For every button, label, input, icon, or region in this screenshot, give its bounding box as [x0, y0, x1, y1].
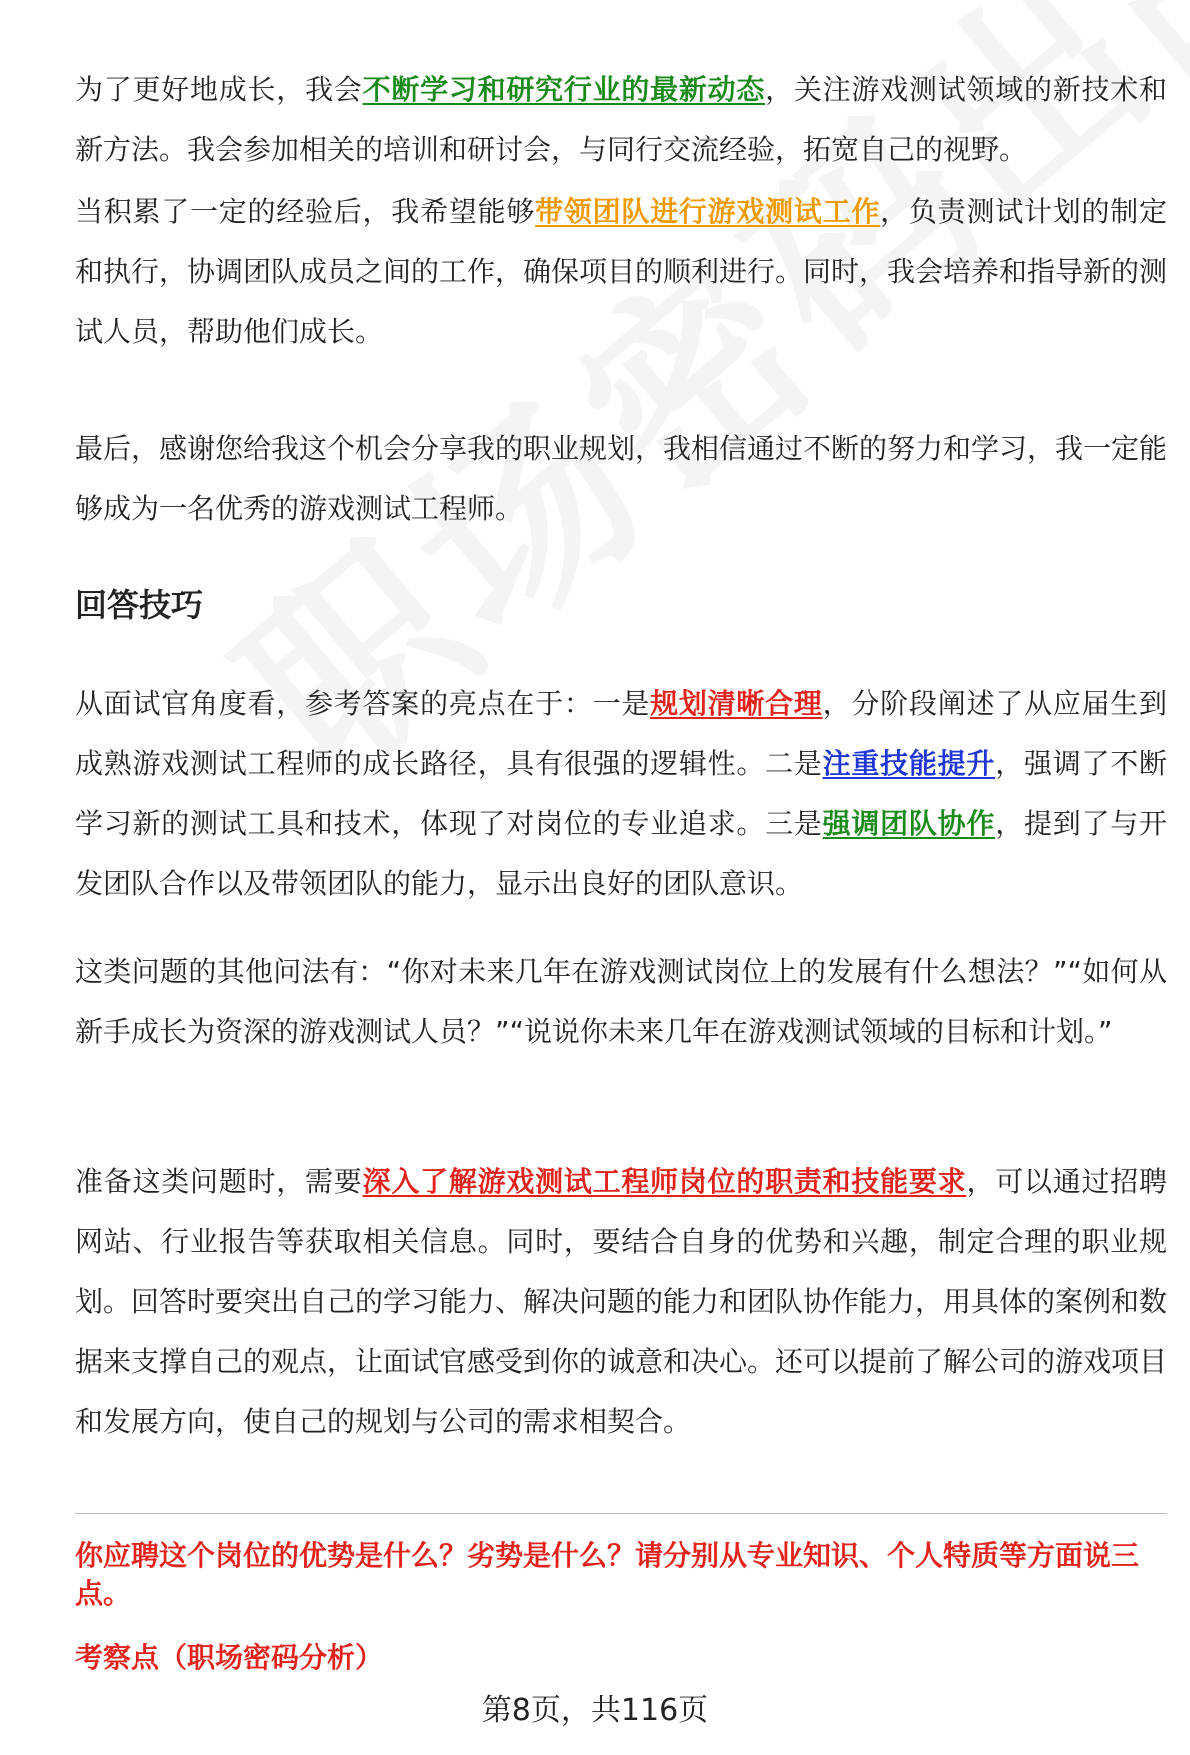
highlight-keep-learning: 不断学习和研究行业的最新动态	[362, 73, 766, 106]
paragraph-learning: 为了更好地成长，我会不断学习和研究行业的最新动态，关注游戏测试领域的新技术和新方法。我会参加相关的培训和研讨会，与同行交流经验，拓宽自己的视野。	[75, 73, 1167, 166]
paragraph-other-questions: 这类问题的其他问法有：“你对未来几年在游戏测试岗位上的发展有什么想法？”“如何从新手成长为资深的游戏测试人员？”“说说你未来几年在游戏测试领域的目标和计划。”	[75, 955, 1167, 1048]
highlight-skill-improvement: 注重技能提升	[822, 747, 996, 780]
next-question: 你应聘这个岗位的优势是什么？劣势是什么？请分别从专业知识、个人特质等方面说三点。	[75, 1539, 1140, 1610]
paragraph-lead-team: 当积累了一定的经验后，我希望能够带领团队进行游戏测试工作，负责测试计划的制定和执行，协调团队成员之间的工作，确保项目的顺利进行。同时，我会培养和指导新的测试人员，帮助他们成长。	[75, 195, 1168, 348]
highlight-clear-plan: 规划清晰合理	[650, 687, 823, 720]
highlight-understand-role: 深入了解游戏测试工程师岗位的职责和技能要求	[362, 1165, 967, 1198]
paragraph-closing: 最后，感谢您给我这个机会分享我的职业规划，我相信通过不断的努力和学习，我一定能够成为一名优秀的游戏测试工程师。	[75, 432, 1168, 525]
highlight-lead-team: 带领团队进行游戏测试工作	[535, 195, 881, 228]
section-heading: 回答技巧	[75, 586, 204, 624]
section-divider	[75, 1513, 1167, 1514]
next-subheading: 考察点（职场密码分析）	[75, 1641, 384, 1674]
page-number: 第8页，共116页	[481, 1693, 709, 1728]
highlight-teamwork: 强调团队协作	[822, 807, 996, 840]
paragraph-tips-highlights: 从面试官角度看，参考答案的亮点在于：一是规划清晰合理，分阶段阐述了从应届生到成熟游戏测试工程师的成长路径，具有很强的逻辑性。二是注重技能提升，强调了不断学习新的测试工具和技术，体现了对岗位的专业追求。三是强调团队协作，提到了与开发团队合作以及带领团队的能力，显示出良好的团队意识。	[75, 687, 1167, 900]
paragraph-preparation: 准备这类问题时，需要深入了解游戏测试工程师岗位的职责和技能要求，可以通过招聘网站、行业报告等获取相关信息。同时，要结合自身的优势和兴趣，制定合理的职业规划。回答时要突出自己的学习能力、解决问题的能力和团队协作能力，用具体的案例和数据来支撑自己的观点，让面试官感受到你的诚意和决心。还可以提前了解公司的游戏项目和发展方向，使自己的规划与公司的需求相契合。	[75, 1165, 1168, 1438]
